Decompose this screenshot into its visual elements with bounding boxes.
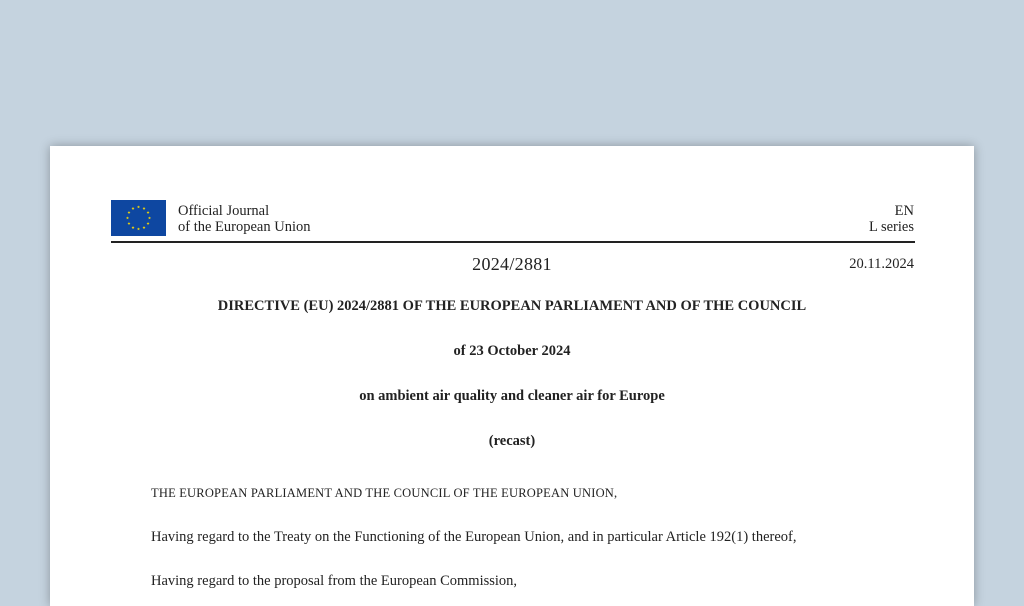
journal-title-line-1: Official Journal <box>178 203 270 219</box>
directive-subject: on ambient air quality and cleaner air for Europe <box>359 388 665 404</box>
publication-date: 20.11.2024 <box>849 256 914 272</box>
recast-label: (recast) <box>488 433 536 449</box>
preamble-heading: THE EUROPEAN PARLIAMENT AND THE COUNCIL OF THE EUROPEAN UNION, <box>151 486 618 500</box>
document-page <box>50 146 974 606</box>
language-code: EN <box>894 203 914 219</box>
eu-flag-icon <box>111 200 166 236</box>
series-label: L series <box>869 219 914 235</box>
preamble-paragraph: Having regard to the Treaty on the Functioning of the European Union, and in particular Article 192(1) thereof, <box>151 529 797 545</box>
document-number: 2024/2881 <box>472 254 552 274</box>
journal-title-line-2: of the European Union <box>178 219 311 235</box>
preamble-paragraph: Having regard to the proposal from the European Commission, <box>151 573 518 589</box>
directive-date: of 23 October 2024 <box>453 343 571 359</box>
journal-title <box>178 203 310 235</box>
language-series <box>869 203 914 235</box>
directive-title: DIRECTIVE (EU) 2024/2881 OF THE EUROPEAN PARLIAMENT AND OF THE COUNCIL <box>217 298 807 314</box>
header-divider <box>111 241 915 243</box>
